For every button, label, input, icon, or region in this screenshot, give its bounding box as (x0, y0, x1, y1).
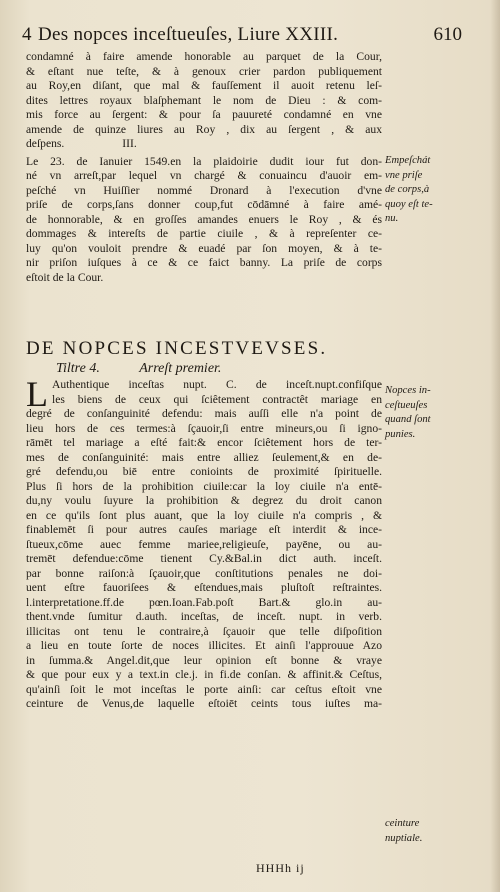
margin-note: nu. (385, 213, 399, 224)
text-line: degré de conſanguinité defendu: mais auſſi elle n'a point de (26, 407, 382, 420)
text-line: né vn arreſt,par lequel vn chargé & conuaincu d'auoir em- (26, 169, 382, 182)
drop-cap: L (26, 374, 48, 414)
signature-mark: HHHh ij (256, 861, 305, 875)
text-line: amende de quinze liures au Roy , dix au ſergent , & aux (26, 122, 382, 136)
text-line: a lieu en toute ſorte de noces illicites. Et ainſi l'approuue Azo (26, 639, 382, 652)
text-line: & que pour eux y a text.in cle.j. in fi.de conſan. & affinit.& Ceſtus, (26, 668, 382, 681)
text-line: ceinture de Venus,de laquelle eſtoiēt ceints tous iuſtes ma- (26, 697, 382, 710)
running-header (22, 24, 462, 48)
text-line: ſtueux,cōme auec femme mariee,religieuſe, payēne, ou au- (26, 537, 382, 551)
text-line: in ſumma.& Angel.dit,que leur opinion eſt bonne & vraye (26, 653, 382, 667)
text-line: mes de conſanguinité: mais entre alliez ſeulement,& en de- (26, 450, 382, 464)
text-line: lieu hors de ces termes:à ſçauoir,ſi entre mineurs,ou ſi igno- (26, 421, 382, 435)
text-line: mis force au ſergent: & pour ſa pauureté condamné en vne (26, 108, 382, 121)
text-line: au Roy,en diſant, que mal & fauſſement il auoit retenu leſ- (26, 79, 382, 92)
text-line: condamné à faire amende honorable au parquet de la Cour, (26, 50, 382, 63)
text-line: & eſtant nue teſte, & à genoux crier pardon publiquement (26, 64, 382, 78)
margin-note: Nopces in- (385, 385, 431, 396)
text-line: du,ny voulu ſuyure la prohibition & degrez du droit canon (26, 494, 382, 507)
margin-note: ceinture (385, 818, 420, 829)
text-line: tremēt defendue:cōme tienent Cy.&Bal.in dict auth. inceſt. (26, 552, 382, 565)
margin-notes-2 (385, 384, 431, 442)
text-line: gré defendu,ou biē entre conioints de proximité ſpirituelle. (26, 465, 382, 478)
margin-note: punies. (385, 428, 416, 440)
text-line: par bonne raiſon:à ſçauoir,que conſtitutions penales ne doi- (26, 566, 382, 580)
text-line: deſpens. III. (26, 137, 137, 150)
margin-note: Empeſchát (385, 155, 431, 166)
text-line: peſché vn Huiſſier nommé Dronard à l'execution d'vne (26, 183, 382, 197)
text-line: en ce qu'ils ſont plus auant, que la loy ciuile n'a compris , & (26, 508, 382, 522)
text-line: illicitas ont tenu le contraire,à ſçauoir que telle diſpoſition (26, 624, 382, 638)
margin-note: ceſtueuſes (385, 399, 428, 411)
text-line: nir priſon iuſques à ce & ce faict banny. La priſe de corps (26, 256, 382, 269)
text-line: thent.vnde ſumitur d.auth. inceſtas, de inceſt. nupt. in verb. (26, 610, 382, 623)
text-block-top (26, 50, 382, 285)
arrest-label: Arreſt premier. (139, 361, 222, 376)
margin-note: quand ſont (385, 414, 431, 425)
margin-note: nuptiale. (385, 832, 423, 844)
text-line: l.interpretatione.ff.de pœn.Ioan.Fab.poſt Bart.& glo.in au- (26, 595, 382, 609)
text-line: dommages & intereſts de partie ciuile , & à repreſenter ce- (26, 227, 382, 240)
page-edge-shadow (490, 0, 500, 892)
margin-notes-1 (385, 154, 433, 227)
text-line: Plus ſi hors de la prohibition ciuile:car la loy ciuile n'a entē- (26, 479, 382, 493)
titre-label: Tiltre 4. (56, 361, 100, 376)
folio-number: 610 (433, 24, 462, 45)
text-line: priſe de corps,ſans donner coup,fut cōdāmné à faire amé- (26, 198, 382, 211)
text-line: eſtoit de la Cour. (26, 270, 104, 284)
text-line: uent eſtre fauoriſees & eſtendues,mais pluſtoſt reſtraintes. (26, 581, 382, 594)
text-line: Authentique inceſtas nupt. C. de inceſt.nupt.confiſque (52, 378, 382, 391)
margin-note: quoy eſt te- (385, 198, 433, 210)
text-line: rāmēt tel mariage a eſté fait:& encor ſciêtement hors de ter- (26, 436, 382, 449)
section-title: DE NOPCES INCESTVEVSES. (26, 338, 328, 359)
text-line: luy qu'on vouloit prendre & euadé par ſon moyen, & à te- (26, 241, 382, 255)
text-line: dites lettres royaux blaſphemant le nom de Dieu : & com- (26, 93, 382, 107)
margin-notes-3 (385, 817, 422, 846)
page-prefix: 4 (22, 24, 32, 45)
text-line: les biens de ceux qui ſciêtement contractêt mariage en (52, 392, 382, 406)
text-line: Le 23. de Ianuier 1549.en la plaidoirie dudit iour fut don- (26, 154, 382, 168)
running-title: Des nopces inceſtueuſes, Liure XXIII. (38, 24, 339, 45)
text-line: qu'ainſi ſoit le mot inceſtas le porte ainſi: car ceſtus eſtoit vne (26, 682, 382, 696)
margin-note: de corps,à (385, 184, 430, 195)
margin-note: vne priſe (385, 169, 423, 181)
text-line: de honnorable, & en groſſes amandes enuers le Roy , & és (26, 212, 382, 226)
text-block-main (26, 374, 382, 712)
subheadings (56, 361, 356, 377)
text-line: finablemēt ſi pour autres cauſes mariage eſt interdit & ince- (26, 523, 382, 536)
